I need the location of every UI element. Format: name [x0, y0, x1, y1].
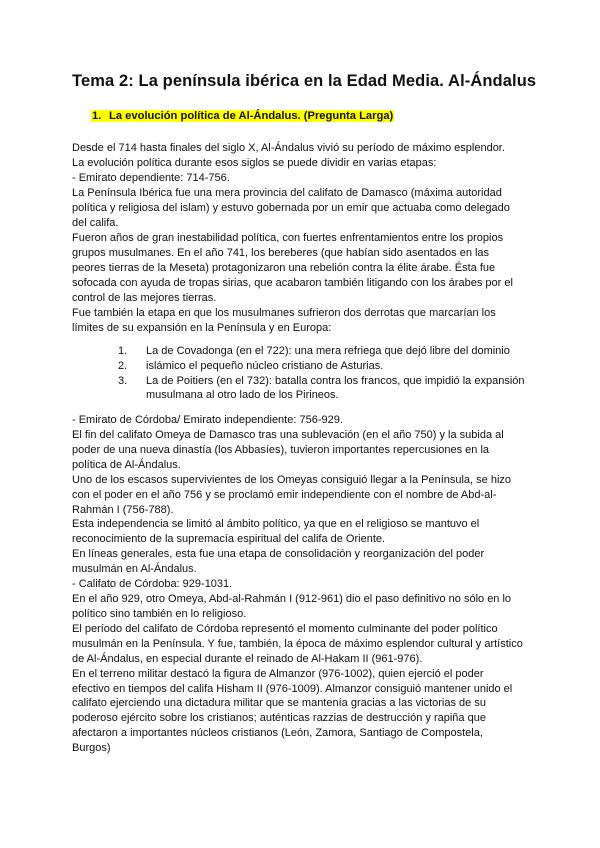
paragraph-line: Fue también la etapa en que los musulmanes sufrieron dos derrotas que marcarían los — [72, 307, 496, 319]
section-label: La evolución política de Al-Ándalus. (Pregunta Larga) — [109, 110, 394, 122]
list-text: musulmana al otro lado de los Pirineos. — [146, 389, 339, 402]
paragraph-line: El período del califato de Córdoba representó el momento culminante del poder político — [72, 622, 498, 635]
paragraph-line: La evolución política durante esos siglos se puede dividir en varias etapas: — [72, 157, 437, 169]
paragraph-line: califato ejerciendo una dictadura militar que se mantenía gracias a las victorias de su — [72, 697, 486, 710]
paragraph-line: límites de su expansión en la Península y en Europa: — [72, 322, 332, 334]
section-heading — [91, 110, 394, 122]
paragraph-line: de Al-Ándalus, en especial durante el reinado de Al-Hakam II (961-976). — [72, 652, 423, 665]
section-number: 1. — [92, 110, 102, 122]
list-item — [118, 344, 510, 358]
paragraph-line: Fueron años de gran inestabilidad política, con fuertes enfrentamientos entre los propios — [72, 232, 504, 244]
paragraph-line: En el terreno militar destacó la figura de Almanzor (976-1002), quien ejerció el poder — [72, 667, 484, 680]
paragraph-line: - Califato de Córdoba: 929-1031. — [72, 578, 233, 591]
paragraph-line: grupos musulmanes. En el año 741, los bereberes (que habían sido asentados en las — [72, 247, 490, 259]
paragraph-line: sofocada con ayuda de tropas sirias, que acabaron también litigando con los árabes por el — [72, 277, 513, 289]
paragraph-line: El fin del califato Omeya de Damasco tras una sublevación (en el año 750) y la subida al — [72, 428, 504, 441]
paragraph-line: - Emirato de Córdoba/ Emirato independiente: 756-929. — [72, 414, 343, 426]
paragraph-line: musulmán en la Península. Y fue, también, la época de máximo esplendor cultural y artístico — [72, 637, 523, 650]
paragraph-line: En líneas generales, esta fue una etapa de consolidación y reorganización del poder — [72, 548, 485, 561]
paragraph-line: político sino también en lo religioso. — [72, 607, 247, 620]
paragraph-line: Esta independencia se limitó al ámbito político, ya que en el religioso se mantuvo el — [72, 518, 480, 531]
paragraph-line: política de Al-Ándalus. — [72, 458, 181, 471]
paragraph-line: peores tierras de la Meseta) protagonizaron una rebelión contra la élite árabe. Ésta fue — [72, 262, 496, 274]
paragraph-line: poderoso ejército sobre los cristianos; auténticas razzias de destrucción y rapiña que — [72, 712, 486, 725]
list-text: islámico el pequeño núcleo cristiano de Asturias. — [146, 359, 384, 372]
list-text: La de Poitiers (en el 732): batalla contra los francos, que impidió la expansión — [146, 374, 525, 387]
list-number: 1. — [118, 345, 128, 357]
paragraph-line: reconocimiento de la supremacía espiritual del califa de Oriente. — [72, 533, 386, 546]
paragraph-line: afectaron a importantes núcleos cristianos (León, Zamora, Santiago de Compostela, — [72, 727, 483, 740]
list-number: 3. — [118, 374, 128, 387]
paragraph-line: Burgos) — [72, 742, 111, 755]
paragraph-line: Uno de los escasos supervivientes de los Omeyas consiguió llegar a la Península, se hizo — [72, 473, 512, 486]
paragraph-line: musulmán en Al-Ándalus. — [72, 563, 197, 576]
paragraph-line: efectivo en tiempos del califa Hisham II (976-1009). Almanzor consiguió mantener unido el — [72, 682, 513, 695]
list-item — [118, 359, 384, 373]
list-text: La de Covadonga (en el 722): una mera refriega que dejó libre del dominio — [146, 345, 510, 357]
list-number: 2. — [118, 359, 128, 372]
paragraph-line: Rahmán I (756-788). — [72, 503, 174, 516]
paragraph-line: En el año 929, otro Omeya, Abd-al-Rahmán I (912-961) dio el paso definitivo no sólo en lo — [72, 593, 512, 606]
paragraph-line: control de las mejores tierras. — [72, 292, 217, 304]
paragraph-line: política y religiosa del islam) y estuvo gobernada por un emir que actuaba como delegado — [72, 202, 510, 214]
paragraph-line: del califa. — [72, 217, 119, 229]
list-item — [118, 374, 525, 388]
paragraph-line: con el poder en el año 756 y se proclamó emir independiente con el nombre de Abd-al- — [72, 488, 497, 501]
paragraph-line: - Emirato dependiente: 714-756. — [72, 172, 230, 184]
list-item — [146, 388, 339, 402]
document-title: Tema 2: La península ibérica en la Edad Media. Al-Ándalus — [72, 72, 537, 90]
paragraph-line: La Península Ibérica fue una mera provincia del califato de Damasco (máxima autoridad — [72, 187, 502, 199]
paragraph-line: Desde el 714 hasta finales del siglo X, Al-Ándalus vivió su período de máximo esplendor. — [72, 142, 505, 154]
paragraph-line: poder de una nueva dinastía (los Abbasíes), tuvieron importantes repercusiones en la — [72, 443, 490, 456]
